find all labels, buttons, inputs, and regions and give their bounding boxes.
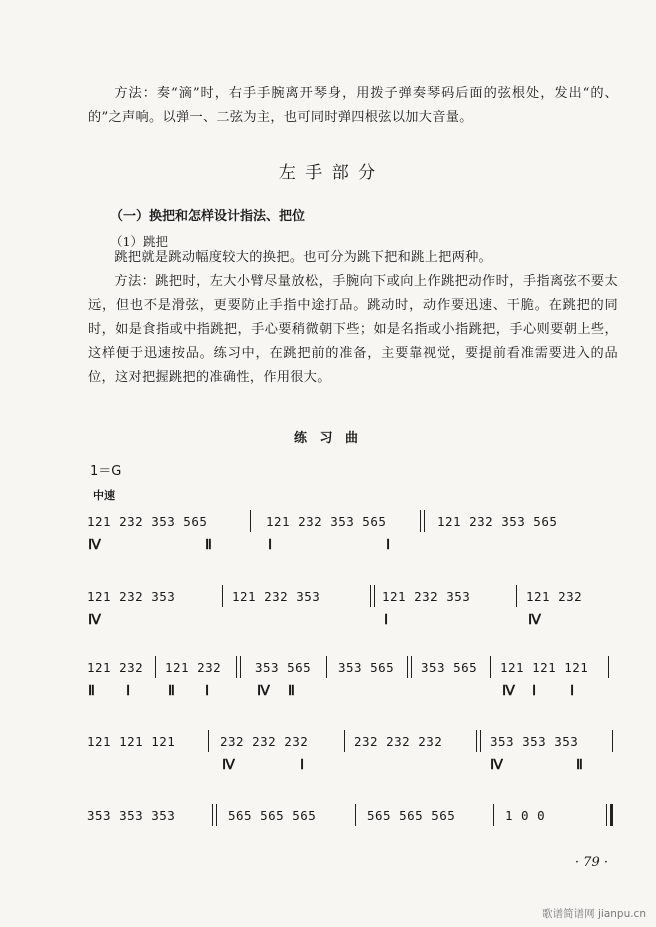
score-measure: 353 353 353	[490, 734, 579, 749]
score-measure: 121 232	[165, 660, 222, 675]
barline	[240, 656, 241, 678]
barline	[250, 510, 251, 532]
position-mark: Ⅰ	[384, 613, 389, 628]
score-measure: 121 232 353 565	[266, 514, 387, 529]
position-mark: Ⅳ	[502, 684, 515, 699]
score-measure: 565 565 565	[367, 808, 456, 823]
position-mark: Ⅰ	[532, 684, 537, 699]
position-mark: Ⅰ	[570, 684, 575, 699]
barline	[355, 804, 356, 826]
barline	[516, 585, 517, 607]
score-measure: 121 232 353 565	[87, 514, 208, 529]
score-measure: 353 565	[338, 660, 395, 675]
key-signature: 1＝G	[90, 464, 122, 479]
subheading: （一）换把和怎样设计指法、把位	[110, 209, 306, 224]
position-mark: Ⅰ	[268, 538, 273, 553]
barline	[222, 585, 223, 607]
position-mark: Ⅰ	[300, 758, 305, 773]
barline	[407, 656, 408, 678]
position-mark: Ⅳ	[88, 613, 101, 628]
position-mark: Ⅱ	[576, 758, 583, 773]
barline	[424, 510, 425, 532]
barline	[212, 804, 213, 826]
tempo-marking: 中速	[93, 489, 115, 502]
score-measure: 353 565	[421, 660, 478, 675]
barline	[370, 585, 371, 607]
position-mark: Ⅱ	[288, 684, 295, 699]
score-measure-final: 1 0 0	[505, 808, 546, 823]
paragraph-intro: 方法：奏“滴”时，右手手腕离开琴身，用拨子弹奏琴码后面的弦根处，发出“的、的”之声响。以弹一、二弦为主，也可同时弹四根弦以加大音量。	[88, 86, 618, 125]
barline	[216, 804, 217, 826]
barline	[344, 730, 345, 752]
position-mark: Ⅳ	[257, 684, 270, 699]
barline	[493, 804, 494, 826]
position-mark: Ⅳ	[528, 613, 541, 628]
barline	[411, 656, 412, 678]
score-measure: 353 353 353	[87, 808, 176, 823]
subsection-label: （1）跳把	[110, 234, 168, 249]
score-measure: 121 232 353 565	[437, 514, 558, 529]
position-mark: Ⅰ	[386, 538, 391, 553]
position-mark: Ⅱ	[168, 684, 175, 699]
score-measure: 565 565 565	[228, 808, 317, 823]
barline	[612, 730, 613, 752]
barline	[236, 656, 237, 678]
final-barline-thin	[606, 804, 607, 826]
piece-title: 练 习 曲	[293, 431, 363, 446]
barline	[480, 730, 481, 752]
paragraph-definition: 跳把就是跳动幅度较大的换把。也可分为跳下把和跳上把两种。	[114, 250, 493, 265]
position-mark: Ⅰ	[126, 684, 131, 699]
position-mark: Ⅳ	[88, 538, 101, 553]
score-measure: 232 232 232	[354, 734, 443, 749]
section-title: 左 手 部 分	[278, 163, 378, 183]
watermark: 歌谱简谱网 jianpu.cn	[542, 908, 646, 920]
barline	[420, 510, 421, 532]
barline	[374, 585, 375, 607]
barline	[155, 656, 156, 678]
score-measure: 121 232	[87, 660, 144, 675]
barline	[490, 656, 491, 678]
score-measure: 121 121 121	[500, 660, 589, 675]
score-measure: 353 565	[255, 660, 312, 675]
barline	[608, 656, 609, 678]
paragraph-method: 方法：跳把时，左大小臂尽量放松，手腕向下或向上作跳把动作时，手指离弦不要太远，但也不是滑弦，更要防止手指中途打品。跳动时，动作要迅速、干脆。在跳把的同时，如是食指或中指跳把，手心要稍微朝下些；如是名指或小指跳把，手心则要朝上些，这样便于迅速按品。练习中，在跳把前的准备，主要靠视觉，要提前看准需要进入的品位，这对把握跳把的准确性，作用很大。	[88, 274, 618, 385]
position-mark: Ⅳ	[490, 758, 503, 773]
position-mark: Ⅰ	[205, 684, 210, 699]
score-measure: 121 232	[526, 589, 583, 604]
score-measure: 121 232 353	[232, 589, 321, 604]
score-measure: 121 232 353	[87, 589, 176, 604]
final-barline-thick	[610, 804, 613, 826]
barline	[208, 730, 209, 752]
score-measure: 232 232 232	[220, 734, 309, 749]
barline	[476, 730, 477, 752]
score-measure: 121 121 121	[87, 734, 176, 749]
barline	[326, 656, 327, 678]
position-mark: Ⅱ	[205, 538, 212, 553]
position-mark: Ⅳ	[222, 758, 235, 773]
score-measure: 121 232 353	[382, 589, 471, 604]
page-number: · 79 ·	[574, 855, 608, 870]
position-mark: Ⅱ	[88, 684, 95, 699]
